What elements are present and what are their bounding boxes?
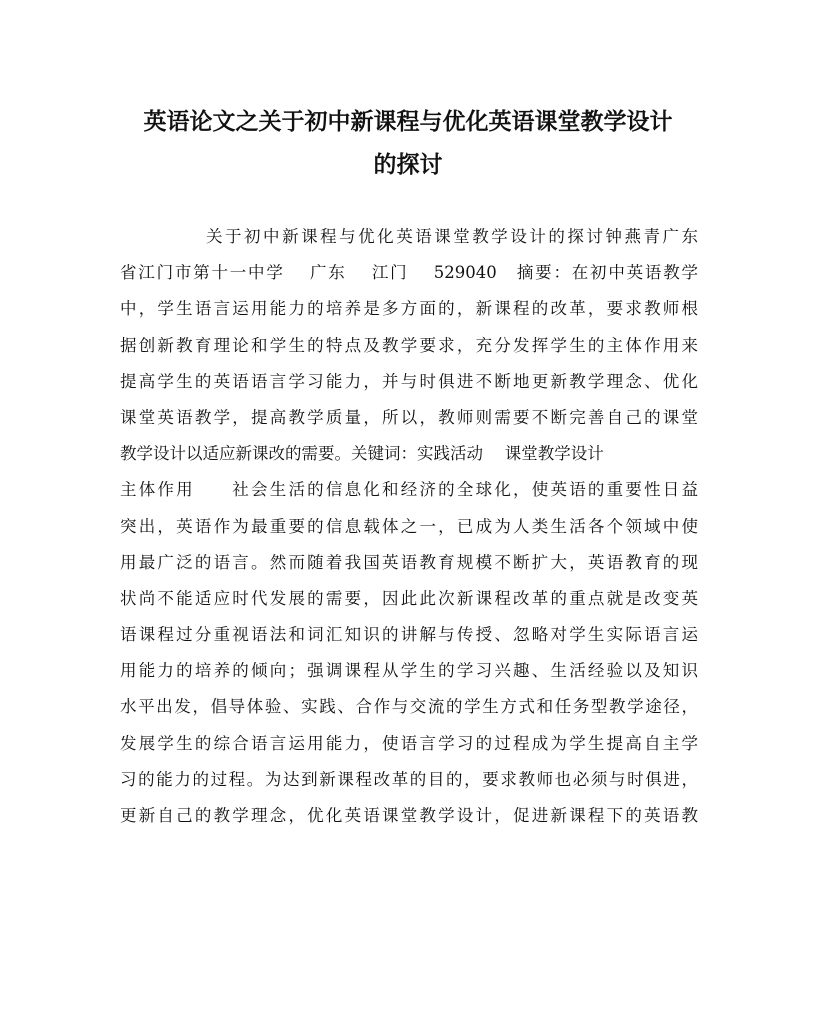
body-line-11: 状尚不能适应时代发展的需要，因此此次新课程改革的重点就是改变英 bbox=[120, 588, 698, 608]
body-line-10: 用最广泛的语言。然而随着我国英语教育规模不断扩大，英语教育的现 bbox=[120, 552, 698, 572]
body-line-4: 据创新教育理论和学生的特点及教学要求，充分发挥学生的主体作用来 bbox=[120, 335, 698, 355]
title-line-1: 英语论文之关于初中新课程与优化英语课堂教学设计 bbox=[143, 108, 673, 135]
body-line-13: 用能力的培养的倾向；强调课程从学生的学习兴趣、生活经验以及知识 bbox=[120, 661, 698, 681]
body-line-16: 习的能力的过程。为达到新课程改革的目的，要求教师也必须与时俱进， bbox=[120, 769, 698, 789]
body-line-8: 主体作用 社会生活的信息化和经济的全球化，使英语的重要性日益 bbox=[120, 480, 698, 500]
body-line-7: 教学设计以适应新课改的需要。关键词：实践活动 课堂教学设计 bbox=[120, 444, 604, 464]
body-line-9: 突出，英语作为最重要的信息载体之一，已成为人类生活各个领域中使 bbox=[120, 516, 698, 536]
body-line-12: 语课程过分重视语法和词汇知识的讲解与传授、忽略对学生实际语言运 bbox=[120, 625, 698, 645]
body-line-14: 水平出发，倡导体验、实践、合作与交流的学生方式和任务型教学途径， bbox=[120, 697, 698, 717]
body-line-5: 提高学生的英语语言学习能力，并与时俱进不断地更新教学理念、优化 bbox=[120, 371, 698, 391]
body-line-3: 中，学生语言运用能力的培养是多方面的，新课程的改革，要求教师根 bbox=[120, 299, 698, 319]
body-line-17: 更新自己的教学理念，优化英语课堂教学设计，促进新课程下的英语教 bbox=[120, 806, 698, 825]
document-title bbox=[110, 100, 706, 186]
body-line-15: 发展学生的综合语言运用能力，使语言学习的过程成为学生提高自主学 bbox=[120, 733, 698, 753]
body-line-2: 省江门市第十一中学 广东 江门 529040 摘要：在初中英语教学 bbox=[120, 263, 698, 283]
title-line-2: 的探讨 bbox=[373, 151, 443, 178]
body-line-6: 课堂英语教学，提高教学质量，所以，教师则需要不断完善自己的课堂 bbox=[120, 407, 698, 427]
document-body bbox=[120, 219, 698, 834]
body-line-1: 关于初中新课程与优化英语课堂教学设计的探讨钟燕青广东 bbox=[206, 227, 698, 246]
